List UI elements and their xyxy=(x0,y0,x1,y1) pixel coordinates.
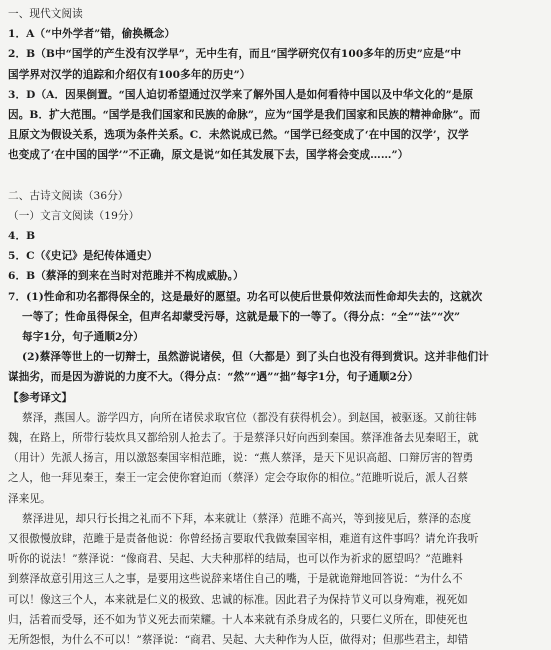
text-line: 归，活着而受辱，还不如为节义死去而荣耀。十人本来就有杀身成名的，只要仁义所在，即使死也 xyxy=(8,613,468,626)
text-line: 每字1分，句子通顺2分） xyxy=(22,331,144,344)
text-line: 4．B xyxy=(8,230,36,243)
text-line: （用计）先派人扬言，用以激怒秦国宰相范雎，说：“燕人蔡泽，是天下见识高超、口辩厉害的智勇 xyxy=(8,452,474,465)
text-line: 魏，在路上，所带行装炊具又都给别人抢去了。于是蔡泽只好向西到秦国。蔡泽准备去见秦昭王，就 xyxy=(8,432,479,445)
text-line: 且原文为假设关系，选项为条件关系。C．未然说成已然。“国学已经变成了‘在中国的汉学’，汉学 xyxy=(8,129,469,142)
text-line: 因。B．扩大范围。“国学是我们国家和民族的命脉”，应为“国学是我们国家和民族的精神命脉”。而 xyxy=(8,109,481,122)
text-line: 二、古诗文阅读（36分） xyxy=(8,189,129,202)
text-line: 泽来见。 xyxy=(8,492,51,505)
text-line: 蔡泽，燕国人。游学四方，向所在诸侯求取官位（都没有获得机会）。到赵国，被驱逐。又前往韩 xyxy=(22,411,477,424)
text-line: 可以！像这三个人，本来就是仁义的极致、忠诚的标准。因此君子为保持节义可以身殉难，视死如 xyxy=(8,593,468,606)
text-line: 又很傲慢放肆，范雎于是责备他说：你曾经扬言要取代我做秦国宰相，难道有这件事吗？请允许我听 xyxy=(8,533,479,546)
text-line: 2．B（B中“国学的产生没有汉学早”，无中生有，而且“国学研究仅有100多年的历史”应是“中 xyxy=(8,48,462,61)
text-line: 一、现代文阅读 xyxy=(8,8,83,20)
text-line: 听你的说法！”蔡泽说：“像商君、吴起、大夫种那样的结局，也可以作为祈求的愿望吗？”范雎料 xyxy=(8,553,463,566)
text-line: 谋拙劣，而是因为游说的力度不大。（得分点：“然”“遇”“拙”每字1分，句子通顺2分） xyxy=(8,371,419,384)
text-line: 也变成了‘在中国的国学’”不正确，原文是说“如任其发展下去，国学将会变成……”） xyxy=(8,149,409,162)
text-line: 【参考译文】 xyxy=(8,391,73,404)
text-line: 无所怨恨，为什么不可以！”蔡泽说：“商君、吴起、大夫种作为人臣，做得对；但那些君主，却错 xyxy=(8,634,469,647)
text-line: 3．D（A．因果倒置。“国人迫切希望通过汉学来了解外国人是如何看待中国以及中华文化的”是原 xyxy=(8,88,474,101)
text-line: （一）文言文阅读（19分） xyxy=(8,209,140,222)
text-line: 国学界对汉学的追踪和介绍仅有100多年的历史”） xyxy=(8,68,251,81)
text-line: 一等了；性命虽得保全，但声名却蒙受污辱，这就是最下的一等了。（得分点：“全”“法”“次” xyxy=(22,310,461,323)
text-line: 到蔡泽故意引用这三人之事，是要用这些说辞来堵住自己的嘴，于是就诡辩地回答说：“为什么不 xyxy=(8,573,463,586)
text-line: 之人，他一拜见秦王，秦王一定会使你窘迫而（蔡泽）定会夺取你的相位。”范雎听说后，派人召蔡 xyxy=(8,472,469,485)
blank-line xyxy=(8,166,543,186)
text-line: 6．B（蔡泽的到来在当时对范雎并不构成威胁。） xyxy=(8,270,244,283)
text-line: 7．(1)性命和功名都得保全的，这是最好的愿望。功名可以使后世景仰效法而性命却失去的，这就次 xyxy=(8,290,483,303)
text-line: 蔡泽进见，却只行长揖之礼而不下拜，本来就让（蔡泽）范雎不高兴，等到接见后，蔡泽的态度 xyxy=(22,512,472,525)
text-line: (2)蔡泽等世上的一切辩士，虽然游说诸侯，但（大都是）到了头白也没有得到赏识。这并非他们计 xyxy=(22,351,489,364)
text-line: 1．A（“中外学者”错，偷换概念） xyxy=(8,28,176,41)
text-line: 5．C（《史记》是纪传体通史） xyxy=(8,250,158,263)
